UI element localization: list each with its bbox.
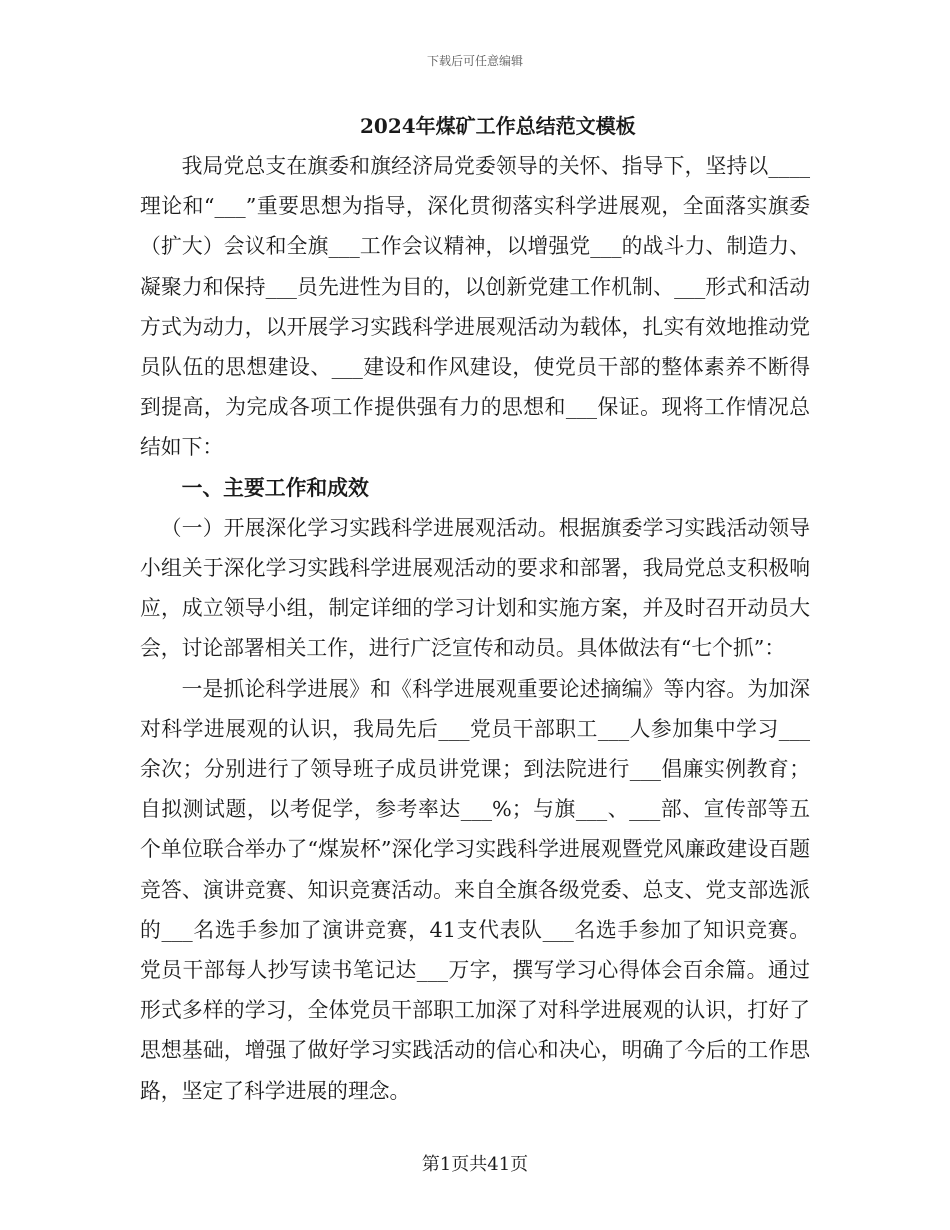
page-header-note: 下载后可任意编辑 [426,54,523,68]
subsection-paragraph: （一）开展深化学习实践科学进展观活动。根据旗委学习实践活动领导小组关于深化学习实践科学进展观活动的要求和部署，我局党总支积极响应，成立领导小组，制定详细的学习计划和实施方案，并及时召开动员大会，讨论部署相关工作，进行广泛宣传和动员。具体做法有“七个抓”： [140,515,810,661]
intro-paragraph: 我局党总支在旗委和旗经济局党委领导的关怀、指导下，坚持以____理论和“___”重要思想为指导，深化贯彻落实科学进展观，全面落实旗委（扩大）会议和全旗___工作会议精神，以增强党___的战斗力、制造力、凝聚力和保持___员先进性为目的，以创新党建工作机制、___形式和活动方式为动力，以开展学习实践科学进展观活动为载体，扎实有效地推动党员队伍的思想建设、___建设和作风建设，使党员干部的整体素养不断得到提高，为完成各项工作提供强有力的思想和___保证。现将工作情况总结如下： [140,154,810,460]
document-body [140,106,810,1111]
body-paragraph: 一是抓论科学进展》和《科学进展观重要论述摘编》等内容。为加深对科学进展观的认识，我局先后___党员干部职工___人参加集中学习___余次；分别进行了领导班子成员讲党课；到法院进行___倡廉实例教育；自拟测试题，以考促学，参考率达___%；与旗___、___部、宣传部等五个单位联合举办了“煤炭杯”深化学习实践科学进展观暨党风廉政建设百题竞答、演讲竞赛、知识竞赛活动。来自全旗各级党委、总支、党支部选派的___名选手参加了演讲竞赛，41支代表队___名选手参加了知识竞赛。党员干部每人抄写读书笔记达___万字，撰写学习心得体会百余篇。通过形式多样的学习，全体党员干部职工加深了对科学进展观的认识，打好了思想基础，增强了做好学习实践活动的信心和决心，明确了今后的工作思路，坚定了科学进展的理念。 [140,676,810,1103]
document-title: 2024年煤矿工作总结范文模板 [360,114,636,138]
page-number: 第1页共41页 [421,1154,529,1175]
section-heading: 一、主要工作和成效 [181,474,369,500]
